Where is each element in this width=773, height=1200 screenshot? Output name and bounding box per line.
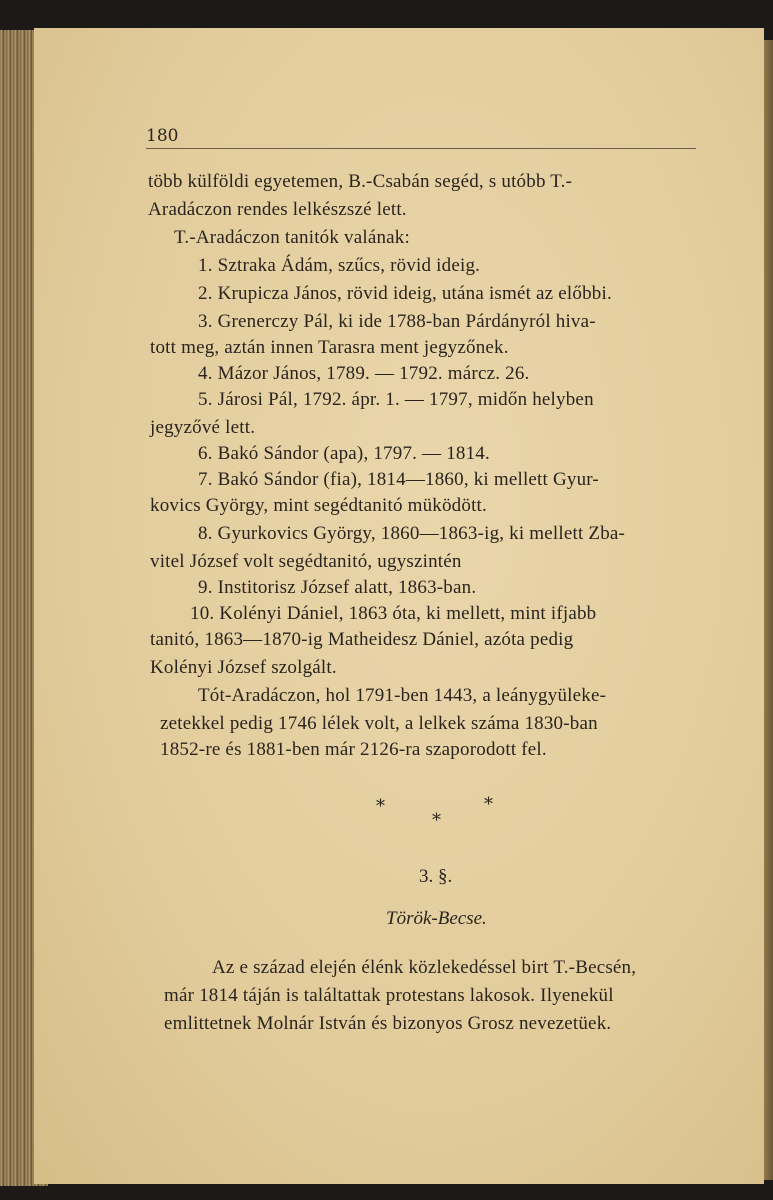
text-line: tott meg, aztán innen Tarasra ment jegyzőnek. — [150, 337, 509, 358]
section-title: Török-Becse. — [386, 908, 487, 929]
text-line: 8. Gyurkovics György, 1860—1863-ig, ki mellett Zba- — [198, 523, 626, 544]
text-line: 9. Institorisz József alatt, 1863-ban. — [198, 577, 477, 598]
separator-star: * — [432, 810, 441, 831]
text-line: Tót-Aradáczon, hol 1791-ben 1443, a leánygyüleke- — [198, 685, 607, 706]
text-line: zetekkel pedig 1746 lélek volt, a lelkek száma 1830-ban — [160, 713, 598, 734]
separator-star: * — [376, 796, 385, 817]
text-line: Aradáczon rendes lelkészszé lett. — [148, 199, 407, 220]
section-number: 3. §. — [419, 866, 453, 887]
text-line: kovics György, mint segédtanitó müködött. — [150, 495, 487, 516]
text-line: már 1814 táján is találtattak protestans lakosok. Ilyenekül — [164, 985, 614, 1006]
text-line: Az e század elején élénk közlekedéssel birt T.-Becsén, — [212, 957, 637, 978]
text-line: Kolényi József szolgált. — [150, 657, 337, 678]
separator-star: * — [484, 794, 493, 815]
text-line: több külföldi egyetemen, B.-Csabán segéd, s utóbb T.- — [148, 171, 573, 192]
text-line: tanitó, 1863—1870-ig Matheidesz Dániel, azóta pedig — [150, 629, 574, 650]
text-line: 3. Grenerczy Pál, ki ide 1788-ban Párdányról hiva- — [198, 311, 596, 332]
text-line: 1. Sztraka Ádám, szűcs, rövid ideig. — [198, 255, 481, 276]
text-line: 6. Bakó Sándor (apa), 1797. — 1814. — [198, 443, 490, 464]
header-rule — [146, 148, 696, 149]
text-line: jegyzővé lett. — [150, 417, 256, 438]
text-line: vitel József volt segédtanitó, ugyszintén — [150, 551, 462, 572]
text-line: 2. Krupicza János, rövid ideig, utána ismét az előbbi. — [198, 283, 612, 304]
text-line: T.-Aradáczon tanitók valának: — [174, 227, 410, 248]
text-line: 10. Kolényi Dániel, 1863 óta, ki mellett, mint ifjabb — [190, 603, 597, 624]
text-line: 5. Járosi Pál, 1792. ápr. 1. — 1797, midőn helyben — [198, 389, 594, 410]
text-line: 1852-re és 1881-ben már 2126-ra szaporodott fel. — [160, 739, 547, 760]
page-number: 180 — [146, 126, 179, 146]
text-line: emlittetnek Molnár István és bizonyos Grosz nevezetüek. — [164, 1013, 612, 1034]
text-line: 4. Mázor János, 1789. — 1792. márcz. 26. — [198, 363, 530, 384]
book-page — [34, 28, 764, 1184]
text-line: 7. Bakó Sándor (fia), 1814—1860, ki mellett Gyur- — [198, 469, 599, 490]
